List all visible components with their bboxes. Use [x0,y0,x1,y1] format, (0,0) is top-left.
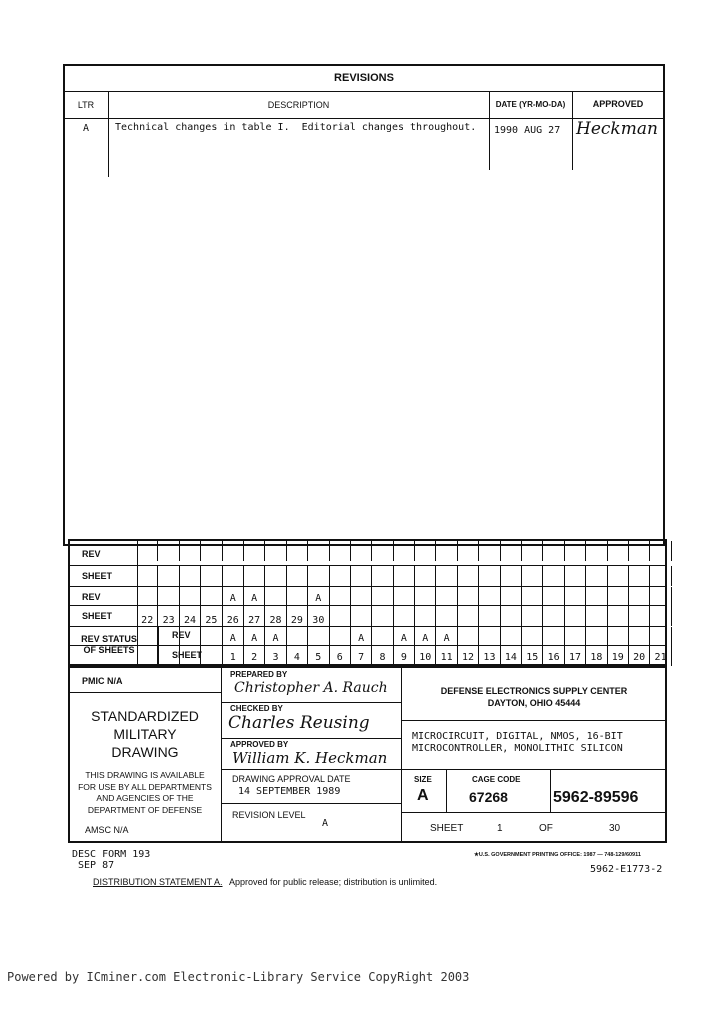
rev-grid-cell [330,606,351,626]
rev-grid-cell [436,606,457,626]
rev-grid-cell [137,541,158,561]
rev-grid-cell [201,566,222,586]
rev-grid-cell [650,606,671,626]
prepared-by-label: PREPARED BY [230,670,288,679]
rev-grid-cell: 27 [244,606,265,626]
rev-grid-cell [543,606,564,626]
form-number: DESC FORM 193 [72,849,151,860]
rev-grid-cell [650,566,671,586]
revision-description: Technical changes in table I. Editorial changes throughout. [115,122,477,133]
rev-grid-cell: A [308,587,329,607]
approved-header: APPROVED [592,99,644,109]
revision-level-label: REVISION LEVEL [232,810,306,820]
revision-ltr: A [82,123,90,134]
rev-grid-cell [458,566,479,586]
rev-grid-cell [394,587,415,607]
rev-grid-cell [180,541,201,561]
distribution-label: DISTRIBUTION STATEMENT A. [93,877,223,887]
rev-grid-cell [223,541,244,561]
rev-grid-cell [586,541,607,561]
rev-grid-cell [479,606,500,626]
rev-grid-cell: A [351,627,372,647]
rev-grid-cell [650,587,671,607]
rev-grid-cell [287,541,308,561]
rev-grid-cell: 12 [458,646,479,666]
rev-grid-cell: 25 [201,606,222,626]
rev-grid-cell: 28 [265,606,286,626]
rev-grid-cell [479,627,500,647]
rev-grid-cell [330,587,351,607]
form-date: SEP 87 [78,860,115,871]
rev-grid-cell: A [265,627,286,647]
powered-by-notice: Powered by ICminer.com Electronic-Library Service CopyRight 2003 [7,970,470,984]
rev-grid-cell [629,606,650,626]
rev-grid-cell [223,566,244,586]
rev-grid-cell: 1 [223,646,244,666]
rev-grid-cell: A [436,627,457,647]
sheet-label-2: SHEET [82,611,113,621]
rev-grid-cell [137,587,158,607]
rev-grid-cell [287,566,308,586]
rev-grid-row [137,606,672,626]
rev-grid-cell: 5 [308,646,329,666]
agency-name [402,685,666,709]
rev-grid-cell: 17 [565,646,586,666]
rev-grid-cell [522,541,543,561]
rev-grid-cell [501,606,522,626]
rev-grid-cell [522,606,543,626]
rev-grid-cell [522,566,543,586]
rev-grid-cell [436,566,457,586]
rev-grid-cell [586,587,607,607]
rev-grid-cell [479,566,500,586]
rev-grid-row [137,646,672,666]
rev-grid-cell: 21 [650,646,671,666]
rev-grid-cell: 6 [330,646,351,666]
approval-date-label: DRAWING APPROVAL DATE [232,774,351,784]
rev-grid-cell: 19 [608,646,629,666]
agency-line-2: DAYTON, OHIO 45444 [487,698,581,708]
rev-grid-cell [372,627,393,647]
rev-grid-row [137,566,672,586]
availability-line: DEPARTMENT OF DEFENSE [87,804,203,815]
rev-grid-cell [608,566,629,586]
rev-grid-cell [158,646,179,666]
rev-grid-cell: 29 [287,606,308,626]
rev-grid-cell: 2 [244,646,265,666]
rev-grid-cell: 16 [543,646,564,666]
rev-grid-cell [372,606,393,626]
rev-grid-cell: 23 [158,606,179,626]
availability-line: THIS DRAWING IS AVAILABLE [85,770,205,780]
title-line-1: MICROCIRCUIT, DIGITAL, NMOS, 16-BIT [412,731,623,742]
rev-grid-cell [201,627,222,647]
agency-line-1: DEFENSE ELECTRONICS SUPPLY CENTER [440,686,628,696]
rev-grid-cell [265,566,286,586]
rev-grid-cell [330,541,351,561]
rev-grid-cell [415,566,436,586]
rev-grid-cell [458,541,479,561]
rev-grid-cell [244,541,265,561]
sheet-label-3: SHEET [172,650,203,660]
cage-code: 67268 [469,789,508,805]
rev-grid-cell [543,587,564,607]
rev-label-2: REV [82,592,101,602]
rev-grid-cell: A [223,627,244,647]
standardized-text: STANDARDIZED [91,708,199,724]
revisions-title: REVISIONS [334,72,394,84]
rev-grid-cell [265,587,286,607]
rev-grid-cell: 8 [372,646,393,666]
rev-grid-cell [180,587,201,607]
size-value: A [417,787,429,804]
distribution-statement [93,877,437,887]
rev-grid-cell [415,541,436,561]
rev-grid-cell [629,627,650,647]
rev-grid-cell [650,541,671,561]
rev-grid-cell [351,566,372,586]
rev-grid-cell [522,627,543,647]
rev-grid-cell [372,541,393,561]
rev-grid-cell: 24 [180,606,201,626]
rev-grid-cell [201,587,222,607]
sheet-number: 1 [497,823,503,834]
rev-grid-cell [137,646,158,666]
rev-grid-cell [372,566,393,586]
rev-grid-cell: 11 [436,646,457,666]
rev-grid-cell [351,606,372,626]
approved-by-label: APPROVED BY [230,740,289,749]
rev-grid-cell [586,606,607,626]
cage-code-label: CAGE CODE [472,775,521,784]
rev-grid-cell [330,566,351,586]
rev-grid-cell [330,627,351,647]
rev-grid-cell: 4 [287,646,308,666]
sheet-label: SHEET [430,823,464,834]
availability-line: FOR USE BY ALL DEPARTMENTS [78,781,212,792]
rev-grid-cell [501,627,522,647]
rev-grid-cell [351,587,372,607]
rev-grid-cell: A [415,627,436,647]
approval-date: 14 SEPTEMBER 1989 [238,786,341,797]
rev-grid-cell [629,541,650,561]
rev-grid-cell [158,587,179,607]
rev-grid-cell [458,606,479,626]
rev-grid-cell: 18 [586,646,607,666]
rev-grid-cell [458,627,479,647]
rev-grid-cell [308,566,329,586]
rev-grid-cell [565,606,586,626]
rev-grid-row [137,627,672,647]
rev-grid-cell: 20 [629,646,650,666]
rev-grid-cell [436,587,457,607]
gpo-notice: ★U.S. GOVERNMENT PRINTING OFFICE: 1987 — 748-129/60911 [474,852,641,858]
rev-grid-cell: A [223,587,244,607]
rev-grid-cell [629,587,650,607]
rev-grid-cell [565,566,586,586]
rev-grid-cell [201,541,222,561]
rev-grid-cell [287,627,308,647]
rev-grid-cell: 13 [479,646,500,666]
rev-grid-cell: A [244,627,265,647]
rev-grid-cell [308,627,329,647]
distribution-text: Approved for public release; distribution is unlimited. [229,877,438,887]
rev-grid-cell [501,566,522,586]
size-label: SIZE [414,775,432,784]
rev-grid-cell [522,587,543,607]
rev-grid-cell [608,587,629,607]
pmic: PMIC N/A [82,676,123,686]
availability-line: AND AGENCIES OF THE [96,793,194,803]
rev-grid-cell [501,587,522,607]
rev-grid-row [137,587,672,607]
desc-form [72,849,150,871]
rev-grid-cell [565,587,586,607]
revision-date: 1990 AUG 27 [494,125,561,136]
prepared-by-signature: Christopher A. Rauch [234,680,388,696]
document-code: 5962-E1773-2 [590,864,663,875]
of-label: OF [539,823,553,834]
rev-grid-cell [415,606,436,626]
rev-grid-cell [608,606,629,626]
rev-label-3: REV [172,630,191,640]
description-header: DESCRIPTION [267,100,330,110]
revisions-block [63,64,665,546]
amsc: AMSC N/A [85,825,129,835]
rev-grid-cell [394,541,415,561]
rev-grid-cell [629,566,650,586]
standardized-military-drawing [69,707,221,761]
rev-grid-cell: A [394,627,415,647]
rev-grid-cell [158,566,179,586]
rev-grid-cell [608,627,629,647]
revision-approver-signature: Heckman [576,119,658,139]
rev-grid-cell [565,541,586,561]
rev-grid-cell: 26 [223,606,244,626]
rev-grid-cell [180,627,201,647]
rev-grid-cell [180,646,201,666]
rev-grid-cell [137,566,158,586]
rev-label-1: REV [82,549,101,559]
rev-grid-cell [351,541,372,561]
revision-level: A [322,818,329,829]
rev-grid-cell [394,566,415,586]
rev-status-of-sheets-label: REV STATUS OF SHEETS [81,634,137,655]
rev-grid-cell [479,587,500,607]
rev-grid-cell [158,541,179,561]
rev-grid-cell [479,541,500,561]
rev-grid-cell [244,566,265,586]
date-header: DATE (YR-MO-DA) [495,100,566,109]
rev-grid-cell [586,627,607,647]
rev-grid-cell [394,606,415,626]
rev-grid-cell [543,627,564,647]
rev-grid-cell [458,587,479,607]
drawing-text: DRAWING [111,744,179,760]
rev-grid-cell [415,587,436,607]
rev-grid-cell [543,541,564,561]
rev-grid-cell [308,541,329,561]
rev-grid-cell [586,566,607,586]
title-line-2: MICROCONTROLLER, MONOLITHIC SILICON [412,743,623,754]
rev-grid-cell [436,541,457,561]
rev-grid-cell: 14 [501,646,522,666]
rev-grid-row [137,541,672,561]
rev-grid-cell [565,627,586,647]
sheet-label-1: SHEET [82,571,113,581]
rev-grid-cell [543,566,564,586]
rev-grid-cell [608,541,629,561]
rev-grid-cell: 7 [351,646,372,666]
availability-notice [69,770,221,816]
total-sheets: 30 [609,823,621,834]
rev-grid-cell [372,587,393,607]
rev-grid-cell [201,646,222,666]
rev-grid-cell: 15 [522,646,543,666]
military-text: MILITARY [113,726,177,742]
drawing-number: 5962-89596 [553,789,639,806]
rev-grid-cell: 9 [394,646,415,666]
rev-grid-cell [287,587,308,607]
rev-grid-cell [265,541,286,561]
rev-grid-cell [501,541,522,561]
checked-by-label: CHECKED BY [230,704,283,713]
rev-grid-cell: A [244,587,265,607]
rev-grid-cell: 30 [308,606,329,626]
checked-by-signature: Charles Reusing [228,713,370,733]
drawing-title [412,731,623,755]
rev-grid-cell: 10 [415,646,436,666]
ltr-header: LTR [77,100,95,110]
rev-grid-cell [650,627,671,647]
rev-grid-cell: 22 [137,606,158,626]
rev-grid-cell: 3 [265,646,286,666]
rev-grid-cell [137,627,158,647]
approved-by-signature: William K. Heckman [232,749,388,767]
rev-grid-cell [180,566,201,586]
rev-grid-cell [158,627,179,647]
